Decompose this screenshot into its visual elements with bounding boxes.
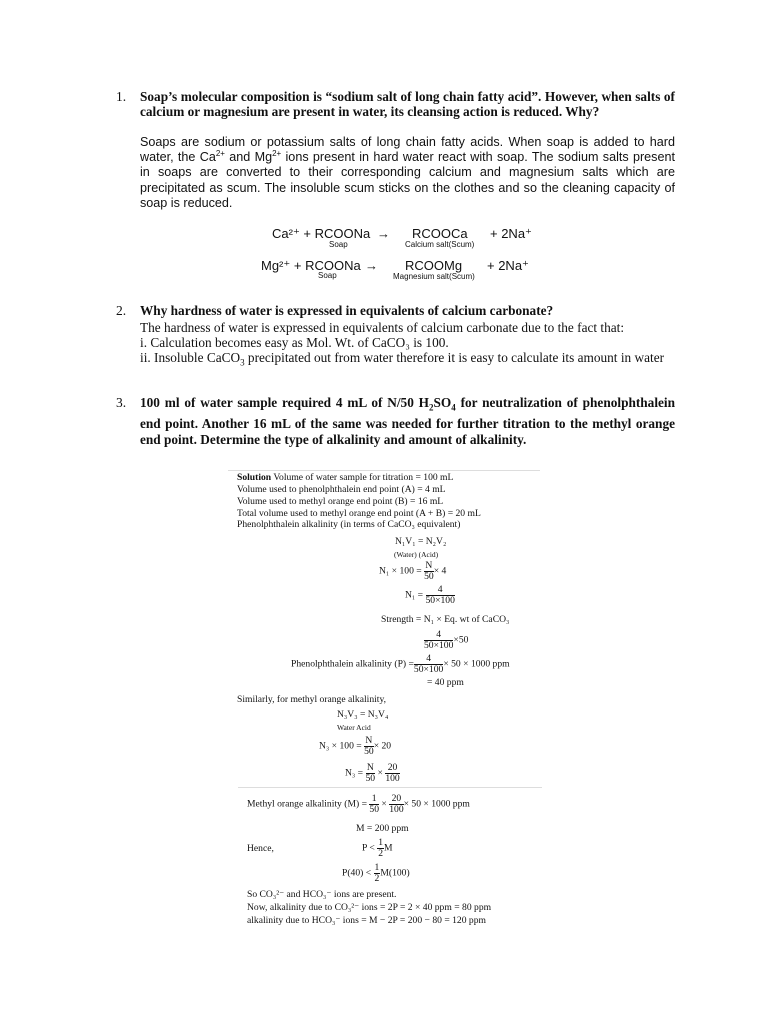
eq-n1v1: N₁V₁ = N₂V₂	[395, 536, 447, 547]
frac-numerator: N	[365, 735, 373, 746]
eq-n1v1-sub: (Water) (Acid)	[394, 550, 439, 559]
frac-denominator: 50	[365, 773, 376, 784]
answer-1-part-b: ions present in hard water react with soap. The sodium salts present in soaps are converted to their corresponding calcium and magnesium salts which are precipitated as scum. The insoluble scum sticks on the clothes and so the cleaning capacity of soap is reduced.	[140, 150, 675, 210]
similarly-heading: Similarly, for methyl orange alkalinity,	[237, 694, 387, 705]
question-3-number: 3.	[116, 395, 127, 410]
eq-m-rhs: × 50 × 1000 ppm	[403, 798, 470, 810]
times-sign: ×	[381, 798, 387, 810]
question-1-number: 1.	[116, 89, 127, 104]
question-3-b: SO	[433, 395, 452, 410]
frac-denominator: 50×100	[413, 664, 444, 675]
equation-1-product-label: Calcium salt(Scum)	[405, 240, 475, 249]
eq-h2-rhs: M(100)	[380, 867, 410, 879]
frac-denominator: 2	[378, 848, 383, 859]
answer-2-line-3	[140, 350, 675, 371]
question-1-text: Soap’s molecular composition is “sodium salt of long chain fatty acid”. However, when salts of calcium or magnesium are present in water, its cleansing action is reduced. Why?	[140, 89, 675, 120]
frac-numerator: 20	[389, 794, 403, 805]
equation-1-product: RCOOCa	[412, 226, 468, 241]
eq-n3-frac-2	[385, 763, 399, 784]
eq-n1	[405, 585, 455, 606]
eq-p-less-half-m	[362, 838, 393, 859]
solution-top-rule	[228, 470, 540, 471]
solution-line-1	[237, 472, 453, 484]
answer-2-line-1: The hardness of water is expressed in equivalents of calcium carbonate due to the fact that:	[140, 320, 625, 335]
eq-strength: Strength = N₁ × Eq. wt of CaCO₃	[381, 614, 510, 625]
eq-n1-100	[379, 561, 446, 582]
question-3-a: 100 ml of water sample required 4 mL of N/50 H	[140, 395, 430, 410]
equation-2-product-label: Magnesium salt(Scum)	[393, 272, 475, 281]
equation-2-rhs: + 2Na⁺	[487, 258, 529, 273]
frac-numerator: 4	[424, 630, 453, 641]
equation-1-soap-label: Soap	[329, 240, 348, 249]
frac-numerator: 4	[414, 654, 443, 665]
eq-strength-value	[424, 630, 468, 651]
frac-numerator: 1	[378, 837, 383, 848]
frac-numerator: 20	[385, 763, 399, 774]
answer-1-part-a: Soaps are sodium or potassium salts of long chain fatty acids. When soap is added to hard water, the Ca	[140, 135, 675, 165]
eq-n3-100-rhs: × 20	[373, 740, 392, 752]
frac-denominator: 2	[374, 873, 380, 884]
eq-n3-100-frac	[364, 736, 374, 757]
solution-mid-rule	[238, 787, 542, 788]
frac-denominator: 50	[364, 746, 374, 757]
frac-denominator: 100	[389, 804, 404, 815]
conclusion-line-2: Now, alkalinity due to CO₃²⁻ ions = 2P = 2 × 40 ppm = 80 ppm	[247, 902, 492, 913]
question-3-sub-1: 2	[429, 402, 434, 413]
frac-numerator: N	[425, 560, 433, 571]
conclusion-line-1: So CO₃²⁻ and HCO₃⁻ ions are present.	[247, 889, 397, 900]
answer-2-line-3-b: precipitated out from water therefore it is easy to calculate its amount in water	[244, 350, 665, 365]
frac-denominator: 50	[369, 804, 379, 815]
equation-2-soap-label: Soap	[318, 271, 337, 280]
eq-h1-rhs: M	[384, 842, 393, 854]
eq-strength-frac	[424, 630, 453, 651]
eq-n3v3-sub: Water Acid	[337, 723, 371, 732]
eq-n3-lhs: N₃ =	[345, 767, 364, 779]
equation-2-lhs: Mg²⁺ + RCOONa	[261, 258, 361, 273]
eq-phenolphthalein-alkalinity	[291, 654, 510, 675]
equation-1-arrow: →	[377, 226, 390, 241]
eq-p-result: = 40 ppm	[427, 677, 464, 688]
equation-2-product: RCOOMg	[405, 258, 463, 273]
eq-n3-frac-1	[366, 763, 376, 784]
solution-line-5: Phenolphthalein alkalinity (in terms of CaCO₃ equivalent)	[237, 519, 461, 530]
eq-p-frac	[414, 654, 443, 675]
answer-1-and: and Mg	[224, 150, 273, 165]
answer-2-line-3-a: ii. Insoluble CaCO	[140, 350, 241, 365]
eq-n3-100-lhs: N₃ × 100 =	[319, 740, 362, 752]
eq-h1-lhs: P <	[362, 842, 375, 854]
eq-h2-lhs: P(40) <	[342, 867, 372, 879]
eq-p40-less-half-m100	[342, 863, 410, 884]
eq-n1-lhs: N₁ =	[405, 589, 424, 601]
eq-m-lhs: Methyl orange alkalinity (M) =	[247, 798, 367, 810]
question-2-number: 2.	[116, 303, 127, 318]
eq-m-frac-1	[369, 794, 379, 815]
question-3-sub-2: 4	[451, 402, 456, 413]
equation-1-lhs: Ca²⁺ + RCOONa	[272, 226, 371, 241]
eq-n3	[345, 763, 400, 784]
frac-numerator: 1	[374, 862, 380, 873]
answer-2-line-2: i. Calculation becomes easy as Mol. Wt. of CaCO₃ is 100.	[140, 335, 449, 350]
eq-n3v3: N₃V₃ = N₃V₄	[337, 709, 389, 720]
eq-p-rhs: × 50 × 1000 ppm	[443, 658, 510, 670]
mg-charge: 2+	[272, 149, 282, 159]
frac-denominator: 50	[424, 571, 434, 582]
eq-m-result: M = 200 ppm	[356, 823, 409, 834]
eq-n1-frac	[426, 585, 455, 606]
question-2-text: Why hardness of water is expressed in equivalents of calcium carbonate?	[140, 303, 554, 318]
eq-n1-100-rhs: × 4	[433, 565, 447, 577]
times-sign: ×	[377, 767, 383, 779]
eq-methyl-orange-alkalinity	[247, 794, 470, 815]
equation-1-rhs: + 2Na⁺	[490, 226, 532, 241]
eq-n1-100-frac	[424, 561, 434, 582]
eq-n3-100	[319, 736, 391, 757]
frac-numerator: 4	[426, 585, 455, 596]
solution-line-1-text: Volume of water sample for titration = 100 mL	[271, 472, 454, 483]
question-3-text	[140, 395, 675, 448]
frac-denominator: 50×100	[424, 640, 454, 651]
hence-label: Hence,	[247, 843, 274, 854]
frac-denominator: 100	[385, 773, 400, 784]
eq-n1-100-lhs: N₁ × 100 =	[379, 565, 422, 577]
answer-2-sub: 3	[240, 357, 245, 368]
solution-line-4: Total volume used to methyl orange end point (A + B) = 20 mL	[237, 508, 481, 519]
frac-numerator: N	[366, 762, 374, 773]
solution-line-3: Volume used to methyl orange end point (B) = 16 mL	[237, 496, 444, 507]
ca-charge: 2+	[215, 149, 225, 159]
eq-p-lhs: Phenolphthalein alkalinity (P) =	[291, 658, 414, 670]
eq-m-frac-2	[389, 794, 403, 815]
eq-strength-rhs: ×50	[453, 634, 469, 646]
equation-2-arrow: →	[365, 258, 378, 273]
solution-line-2: Volume used to phenolphthalein end point (A) = 4 mL	[237, 484, 446, 495]
eq-h1-frac	[377, 838, 384, 859]
question-3-c: for neutralization of phenolphthalein end point. Another 16 mL of the same was needed for further titration to the methyl orange end point. Determine the type of alkalinity and amount of alkalinity.	[140, 395, 676, 448]
question-1-answer	[140, 135, 675, 211]
frac-numerator: 1	[369, 794, 379, 805]
frac-denominator: 50×100	[425, 595, 455, 606]
solution-label: Solution	[237, 472, 272, 483]
conclusion-line-3: alkalinity due to HCO₃⁻ ions = M − 2P = 200 − 80 = 120 ppm	[247, 915, 486, 926]
